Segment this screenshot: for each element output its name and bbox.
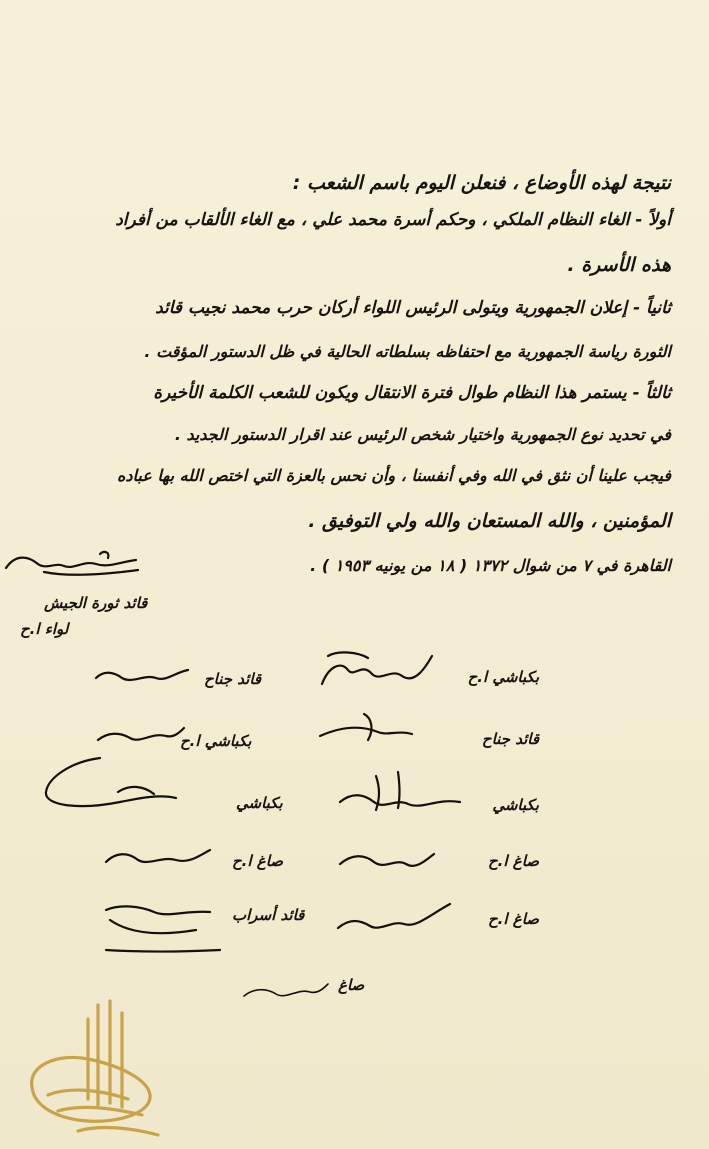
- calligraphy-emblem-icon: [18, 995, 168, 1145]
- leader-signature: [4, 546, 144, 586]
- left-sig-label-3: بكباشي: [236, 794, 283, 812]
- decree-line-5: الثورة رياسة الجمهورية مع احتفاظه بسلطاته الحالية في ظل الدستور المؤقت .: [144, 342, 671, 361]
- left-sig-label-2: بكباشي ا.ح: [180, 732, 252, 750]
- left-sig-label-4: صاغ ا.ح: [232, 852, 284, 870]
- left-signature-4: [104, 838, 214, 872]
- left-sig-label-1: قائد جناح: [204, 670, 262, 688]
- decree-line-1: نتيجة لهذه الأوضاع ، فنعلن اليوم باسم الشعب :: [292, 172, 671, 194]
- decree-line-3: هذه الأسرة .: [567, 254, 671, 276]
- decree-line-9: المؤمنين ، والله المستعان والله ولي التوفيق .: [308, 510, 671, 532]
- right-signature-3: [336, 768, 466, 818]
- bottom-signature: [240, 970, 330, 1006]
- right-sig-label-4: صاغ ا.ح: [487, 852, 539, 870]
- left-sig-label-5: قائد أسراب: [232, 906, 305, 924]
- decree-line-6: ثالثاً - يستمر هذا النظام طوال فترة الانتقال ويكون للشعب الكلمة الأخيرة: [153, 383, 671, 403]
- decree-line-7: في تحديد نوع الجمهورية واختيار شخص الرئيس عند اقرار الدستور الجديد .: [174, 425, 671, 444]
- right-signature-2: [318, 710, 418, 750]
- right-signature-4: [338, 840, 438, 874]
- right-signature-5: [336, 898, 456, 938]
- leader-rank: لواء ا.ح: [20, 620, 69, 638]
- right-signature-1: [318, 648, 438, 692]
- left-signature-1: [92, 660, 192, 690]
- decree-line-4: ثانياً - إعلان الجمهورية ويتولى الرئيس اللواء أركان حرب محمد نجيب قائد: [155, 298, 671, 318]
- decree-date: القاهرة في ٧ من شوال ١٣٧٢ ( ١٨ من يونيه ١٩٥٣ ) .: [310, 556, 671, 575]
- right-sig-label-1: بكباشي ا.ح: [467, 668, 539, 686]
- left-signature-5: [100, 900, 230, 956]
- right-sig-label-3: بكباشي: [492, 796, 539, 814]
- left-signature-3: [40, 752, 180, 818]
- decree-line-8: فيجب علينا أن نثق في الله وفي أنفسنا ، وأن نحس بالعزة التي اختص الله بها عباده: [117, 466, 671, 485]
- right-sig-label-2: قائد جناح: [481, 730, 539, 748]
- bottom-sig-label: صاغ: [338, 976, 365, 994]
- leader-title: قائد ثورة الجيش: [44, 594, 148, 612]
- left-signature-2: [96, 720, 186, 750]
- decree-line-2: أولاً - الغاء النظام الملكي ، وحكم أسرة محمد علي ، مع الغاء الألقاب من أفراد: [115, 210, 671, 230]
- right-sig-label-5: صاغ ا.ح: [487, 910, 539, 928]
